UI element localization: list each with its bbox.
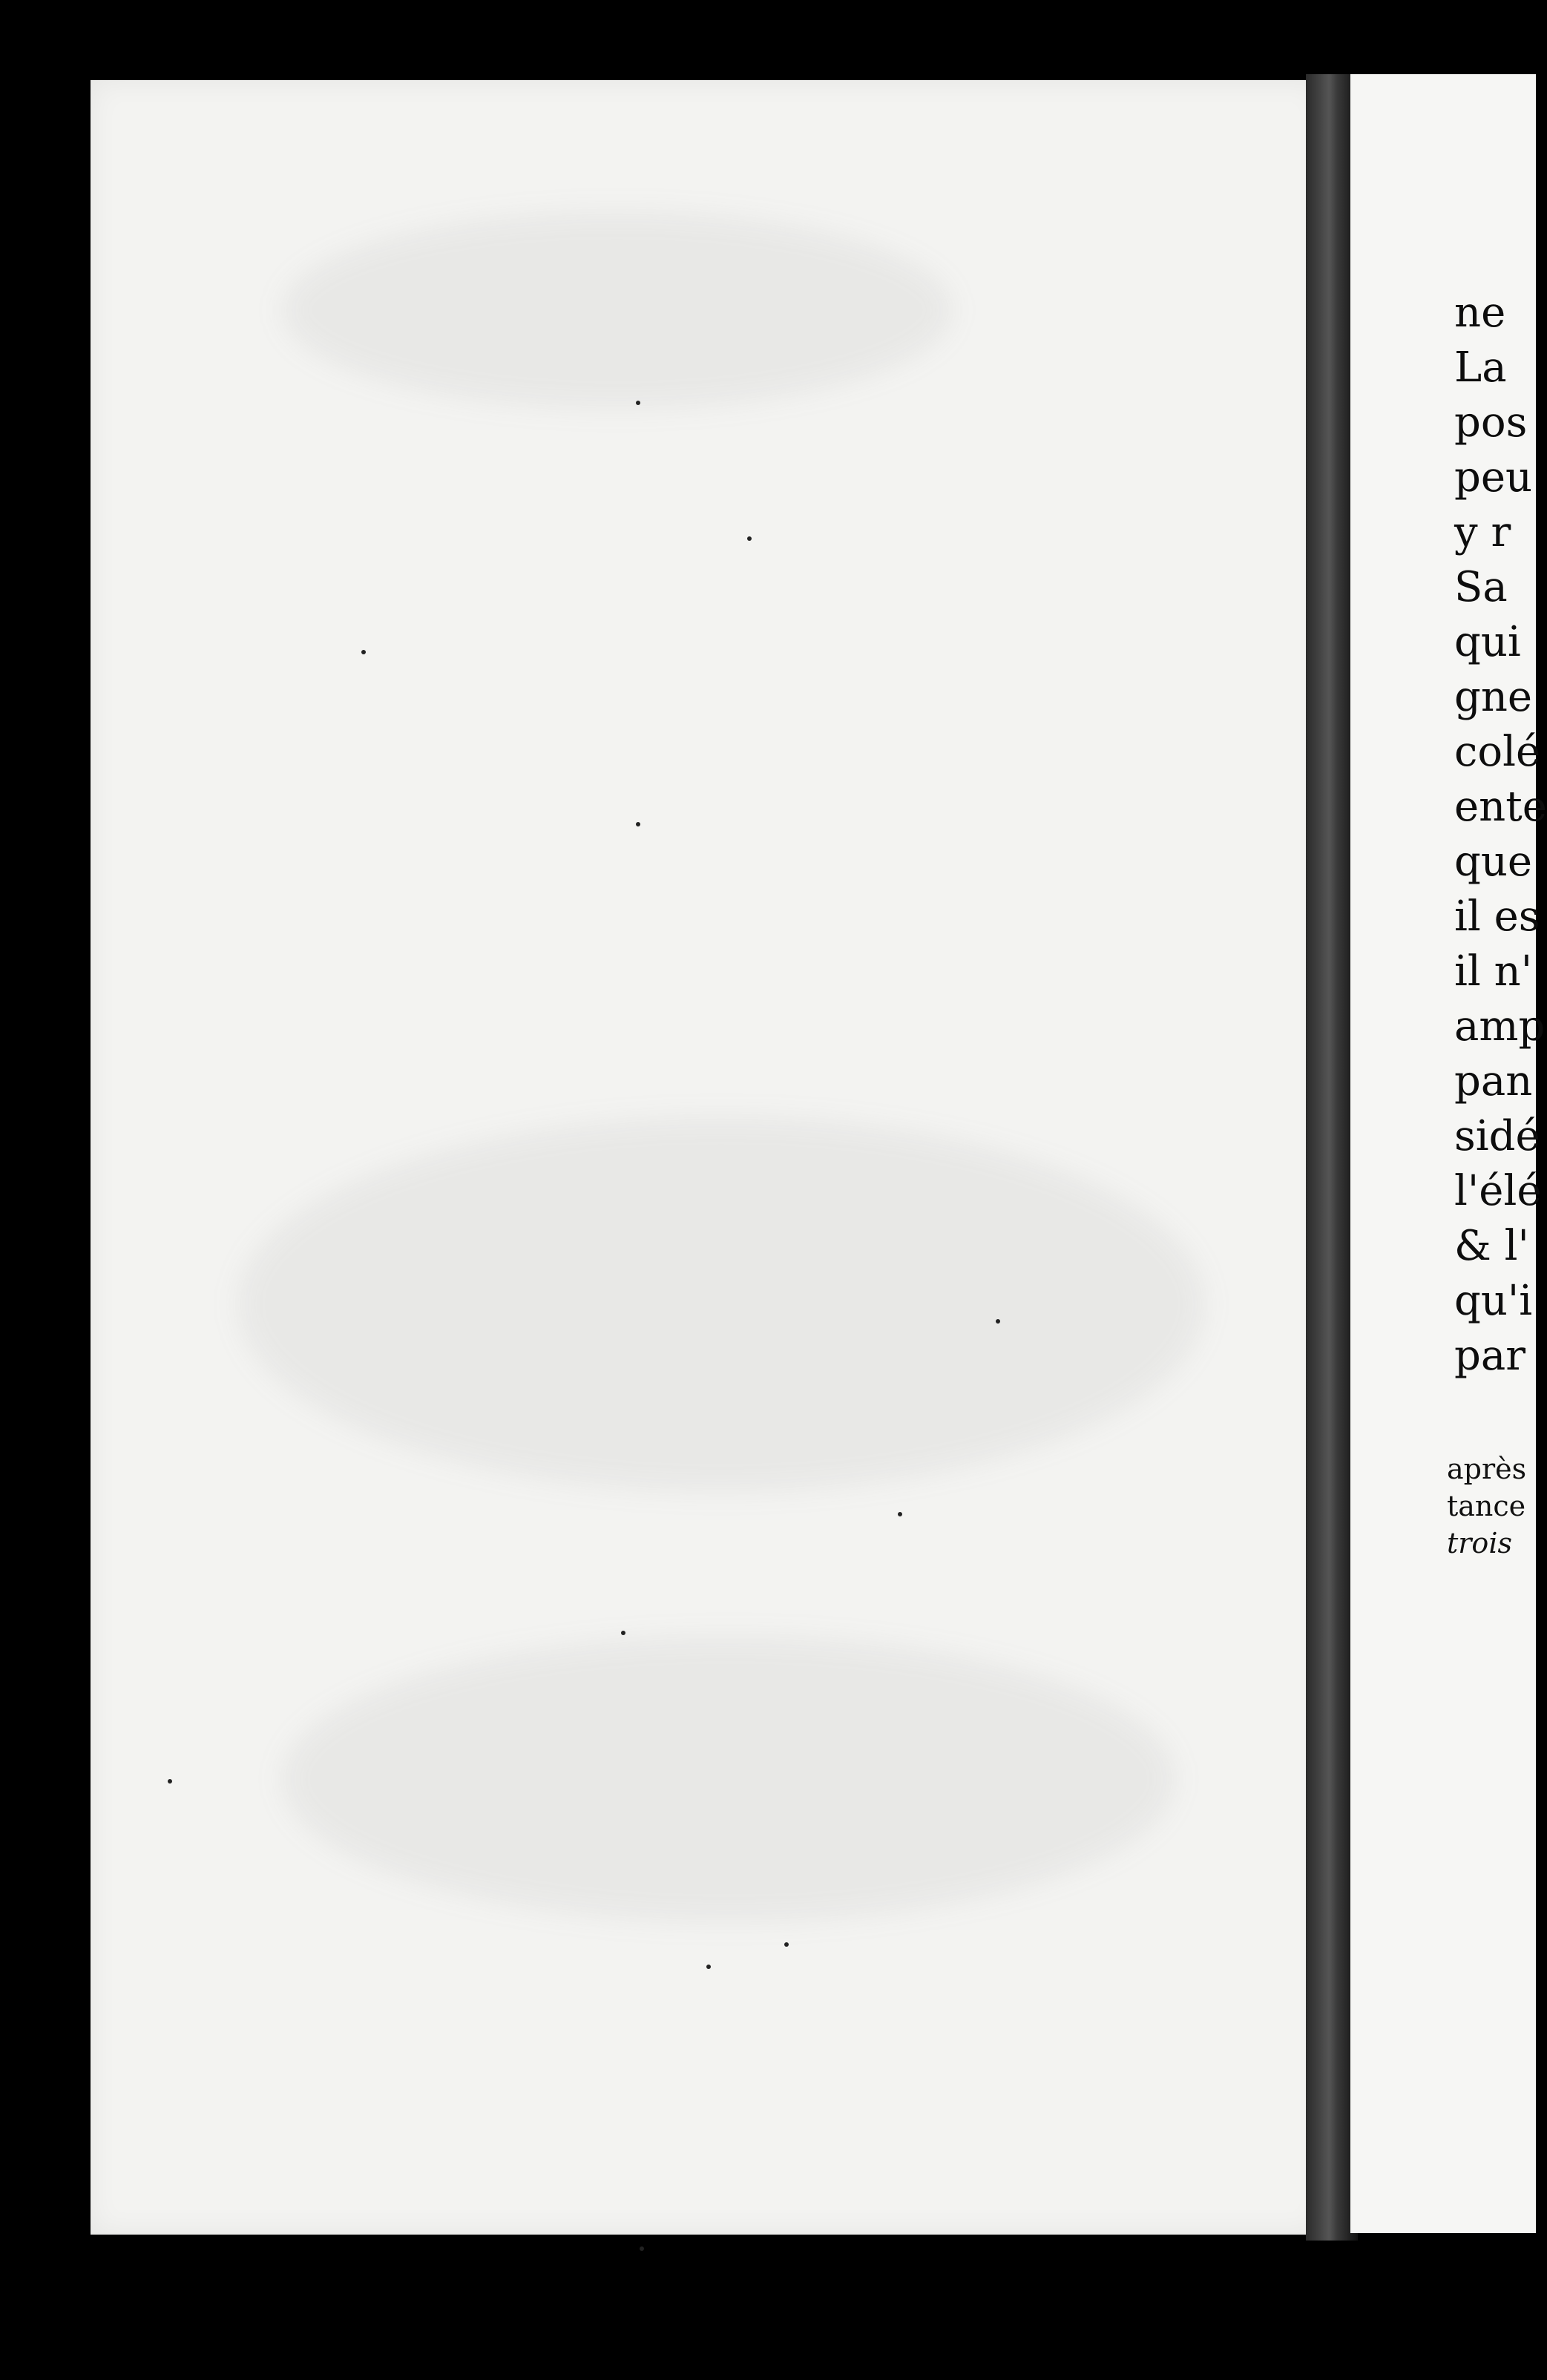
- show-through-stain: [283, 214, 951, 407]
- text-line: pan: [1454, 1057, 1533, 1105]
- paper-speck: [361, 650, 366, 654]
- paper-speck: [898, 1512, 902, 1516]
- paper-speck: [636, 822, 640, 826]
- footnote-line: trois: [1447, 1527, 1512, 1559]
- left-blank-page: [91, 80, 1322, 2235]
- paper-speck: [621, 1631, 625, 1635]
- paper-speck: [996, 1319, 1000, 1324]
- paper-speck: [168, 1779, 172, 1784]
- text-line: peu: [1454, 453, 1533, 502]
- show-through-stain: [239, 1119, 1203, 1490]
- text-line: amp: [1454, 1002, 1546, 1051]
- paper-speck: [706, 1965, 711, 1969]
- paper-speck: [747, 536, 752, 541]
- paper-speck: [784, 1942, 789, 1947]
- text-line: il n': [1454, 947, 1533, 996]
- text-line: qui: [1454, 618, 1521, 666]
- footnote-column: [1447, 1450, 1536, 1562]
- text-line: sidé: [1454, 1112, 1540, 1160]
- text-line: il es: [1454, 892, 1540, 941]
- main-text-column: [1454, 286, 1547, 1384]
- text-line: l'élé: [1454, 1167, 1542, 1215]
- paper-speck: [636, 401, 640, 405]
- text-line: pos: [1454, 398, 1528, 447]
- text-line: La: [1454, 343, 1507, 392]
- text-line: gne: [1454, 673, 1533, 721]
- paper-speck: [640, 2246, 644, 2251]
- text-line: qu'i: [1454, 1277, 1533, 1325]
- text-line: ne: [1454, 289, 1506, 337]
- footnote-line: après: [1447, 1453, 1527, 1485]
- text-line: Sa: [1454, 563, 1508, 611]
- text-line: par: [1454, 1332, 1526, 1380]
- text-line: colé: [1454, 728, 1541, 776]
- show-through-stain: [283, 1638, 1174, 1920]
- footnote-line: tance: [1447, 1490, 1526, 1522]
- text-line: y r: [1454, 508, 1511, 556]
- text-line: que: [1454, 838, 1533, 886]
- text-line: & l': [1454, 1222, 1529, 1270]
- text-line: ente: [1454, 783, 1547, 831]
